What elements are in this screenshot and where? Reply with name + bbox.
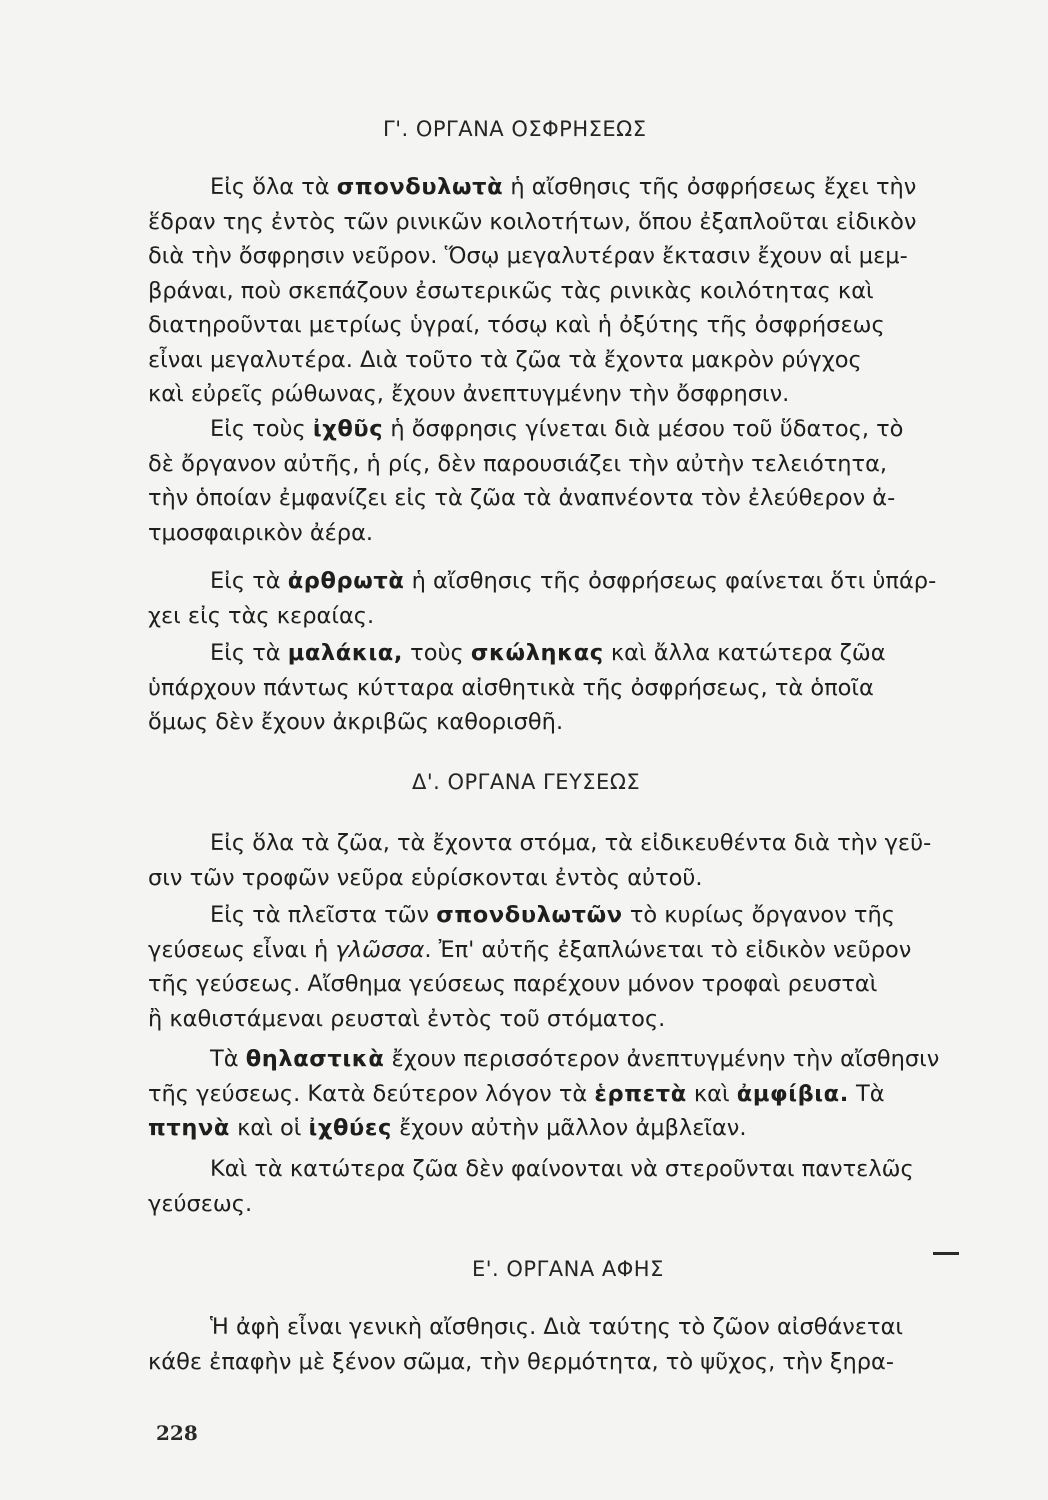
- text-line: Εἰς τὰ ἀρθρωτὰ ἡ αἴσθησις τῆς ὀσφρήσεως φαίνεται ὅτι ὑπάρ-: [210, 568, 937, 594]
- paragraph: [148, 826, 994, 895]
- text-line: Τὰ θηλαστικὰ ἔχουν περισσότερον ἀνεπτυγμένην τὴν αἴσθησιν: [210, 1046, 940, 1072]
- emphasis-term: θηλαστικὰ: [245, 1046, 385, 1072]
- printing-dash-mark: [933, 1252, 959, 1255]
- section-heading-taste: Δ'. ΟΡΓΑΝΑ ΓΕΥΣΕΩΣ: [412, 770, 641, 794]
- emphasis-term: ἀμφίβια.: [736, 1080, 849, 1107]
- text-line: γεύσεως.: [148, 1190, 253, 1217]
- text-line: Εἰς ὅλα τὰ ζῶα, τὰ ἔχοντα στόμα, τὰ εἰδικευθέντα διὰ τὴν γεῦ-: [210, 830, 932, 856]
- text-line: χει εἰς τὰς κεραίας.: [148, 602, 375, 629]
- paragraph: [148, 170, 994, 412]
- emphasis-term: μαλάκια,: [287, 640, 403, 666]
- text-line: Καὶ τὰ κατώτερα ζῶα δὲν φαίνονται νὰ στεροῦνται παντελῶς: [210, 1156, 914, 1182]
- text-line: διατηροῦνται μετρίως ὑγραί, τόσῳ καὶ ἡ ὀξύτης τῆς ὀσφρήσεως: [148, 312, 885, 338]
- text-line: Εἰς ὅλα τὰ σπονδυλωτὰ ἡ αἴσθησις τῆς ὀσφρήσεως ἔχει τὴν: [210, 174, 917, 200]
- italic-term: γλῶσσα: [335, 936, 425, 963]
- paragraph: [148, 1042, 994, 1146]
- text-line: καὶ εὐρεῖς ρώθωνας, ἔχουν ἀνεπτυγμένην τὴν ὄσφρησιν.: [148, 381, 790, 407]
- text-line: Εἰς τὰ μαλάκια, τοὺς σκώληκας καὶ ἄλλα κατώτερα ζῶα: [210, 640, 886, 666]
- text-line: Ἡ ἀφὴ εἶναι γενικὴ αἴσθησις. Διὰ ταύτης τὸ ζῶον αἰσθάνεται: [210, 1314, 904, 1340]
- text-line: ὑπάρχουν πάντως κύτταρα αἰσθητικὰ τῆς ὀσφρήσεως, τὰ ὁποῖα: [148, 674, 874, 701]
- paragraph: [148, 636, 994, 740]
- text-line: διὰ τὴν ὄσφρησιν νεῦρον. Ὅσῳ μεγαλυτέραν ἔκτασιν ἔχουν αἱ μεμ-: [148, 243, 908, 269]
- text-line: ἢ καθιστάμεναι ρευσταὶ ἐντὸς τοῦ στόματος.: [148, 1005, 666, 1032]
- text-line: ὅμως δὲν ἔχουν ἀκριβῶς καθορισθῆ.: [148, 709, 564, 735]
- emphasis-term: σκώληκας: [470, 640, 604, 666]
- text-line: σιν τῶν τροφῶν νεῦρα εὑρίσκονται ἐντὸς αὐτοῦ.: [148, 864, 703, 891]
- text-line: πτηνὰ καὶ οἱ ἰχθύες ἔχουν αὐτὴν μᾶλλον ἀμβλεῖαν.: [148, 1115, 747, 1141]
- paragraph: [148, 412, 994, 550]
- text-line: Εἰς τὰ πλεῖστα τῶν σπονδυλωτῶν τὸ κυρίως ὄργανον τῆς: [210, 902, 895, 928]
- text-line: κάθε ἐπαφὴν μὲ ξένον σῶμα, τὴν θερμότητα, τὸ ψῦχος, τὴν ξηρα-: [148, 1348, 894, 1375]
- paragraph: [148, 564, 994, 633]
- emphasis-term: ἀρθρωτὰ: [287, 568, 405, 594]
- section-heading-smell: Γ'. ΟΡΓΑΝΑ ΟΣΦΡΗΣΕΩΣ: [383, 117, 647, 141]
- text-line: τῆς γεύσεως. Αἴσθημα γεύσεως παρέχουν μόνον τροφαὶ ρευσταὶ: [148, 971, 878, 997]
- text-line: ἕδραν της ἐντὸς τῶν ρινικῶν κοιλοτήτων, ὅπου ἐξαπλοῦται εἰδικὸν: [148, 208, 917, 235]
- text-line: Εἰς τοὺς ἰχθῦς ἡ ὄσφρησις γίνεται διὰ μέσου τοῦ ὕδατος, τὸ: [210, 416, 904, 442]
- paragraph: [148, 898, 994, 1036]
- paragraph: [148, 1152, 994, 1221]
- emphasis-term: ἰχθῦς: [312, 416, 384, 442]
- emphasis-term: ἰχθύες: [308, 1115, 392, 1141]
- text-line: τὴν ὁποίαν ἐμφανίζει εἰς τὰ ζῶα τὰ ἀναπνέοντα τὸν ἐλεύθερον ἀ-: [148, 485, 896, 511]
- text-line: δὲ ὄργανον αὐτῆς, ἡ ρίς, δὲν παρουσιάζει τὴν αὐτὴν τελειότητα,: [148, 450, 888, 477]
- page-number: 228: [156, 1421, 198, 1445]
- text-line: εἶναι μεγαλυτέρα. Διὰ τοῦτο τὰ ζῶα τὰ ἔχοντα μακρὸν ρύγχος: [148, 346, 862, 373]
- text-line: τμοσφαιρικὸν ἀέρα.: [148, 519, 374, 546]
- text-line: τῆς γεύσεως. Κατὰ δεύτερον λόγον τὰ ἑρπετὰ καὶ ἀμφίβια. Τὰ: [148, 1080, 885, 1107]
- emphasis-term: ἑρπετὰ: [594, 1080, 687, 1107]
- emphasis-term: σπονδυλωτῶν: [436, 902, 623, 928]
- emphasis-term: σπονδυλωτὰ: [336, 174, 504, 200]
- paragraph: [148, 1310, 994, 1379]
- emphasis-term: πτηνὰ: [148, 1115, 230, 1141]
- section-heading-touch: Ε'. ΟΡΓΑΝΑ ΑΦΗΣ: [472, 1257, 664, 1281]
- text-line: γεύσεως εἶναι ἡ γλῶσσα. Ἐπ' αὐτῆς ἐξαπλώνεται τὸ εἰδικὸν νεῦρον: [148, 936, 912, 963]
- text-line: βράναι, ποὺ σκεπάζουν ἐσωτερικῶς τὰς ρινικὰς κοιλότητας καὶ: [148, 277, 874, 304]
